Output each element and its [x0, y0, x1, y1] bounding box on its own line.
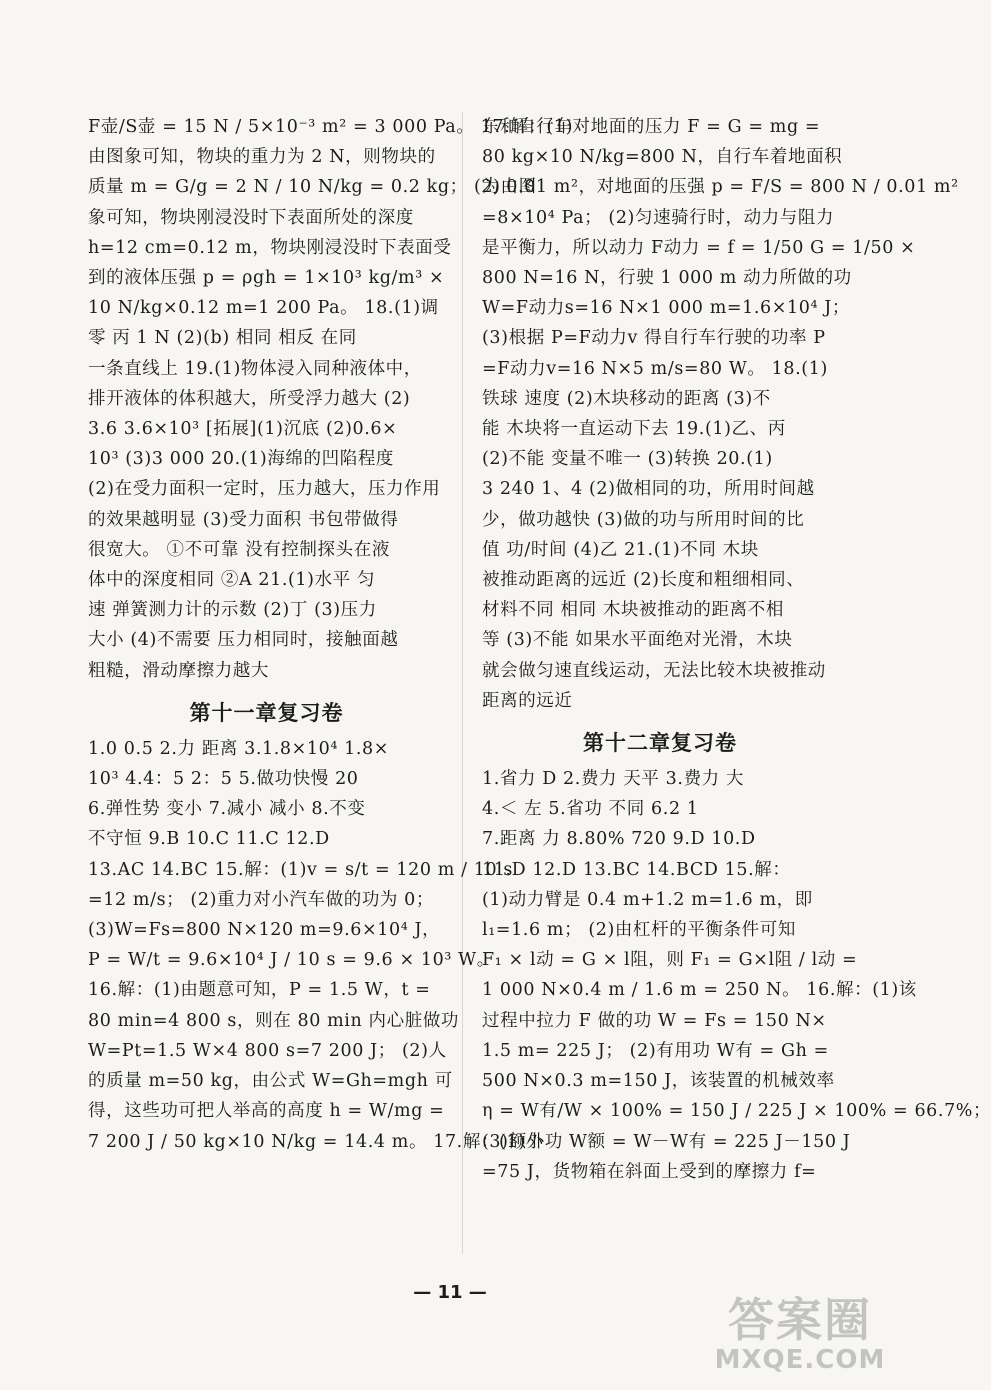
right-line-15: 值 功/时间 (4)乙 21.(1)不同 木块 — [482, 539, 759, 560]
left-answer-line-5: 13.AC 14.BC 15.解：(1)v = s/t = 120 m / 10 s — [88, 859, 513, 880]
right-answer-line-6: l₁=1.6 m； (2)由杠杆的平衡条件可知 — [482, 920, 796, 941]
right-line-5: 是平衡力，所以动力 F动力 = f = 1/50 G = 1/50 × — [482, 237, 916, 258]
right-line-1: 东和自行车对地面的压力 F = G = mg = — [482, 117, 821, 137]
left-answer-line-10: 80 min=4 800 s，则在 80 min 内心脏做功 — [88, 1010, 460, 1031]
left-line-4: 象可知，物块刚浸没时下表面所处的深度 — [88, 207, 414, 228]
right-line-4: =8×10⁴ Pa； (2)匀速骑行时，动力与阻力 — [482, 207, 835, 228]
left-line-5: h=12 cm=0.12 m，物块刚浸没时下表面受 — [88, 237, 452, 258]
right-line-14: 少，做功越快 (3)做的功与所用时间的比 — [482, 509, 805, 530]
right-line-20: 距离的远近 — [482, 690, 573, 711]
left-answer-line-14: 7 200 J / 50 kg×10 N/kg = 14.4 m。 17.解：(1)小 — [88, 1131, 544, 1152]
right-line-19: 就会做匀速直线运动，无法比较木块被推动 — [482, 660, 826, 681]
left-answer-line-8: P = W/t = 9.6×10⁴ J / 10 s = 9.6 × 10³ W。 — [88, 950, 495, 971]
left-line-9: 一条直线上 19.(1)物体浸入同种液体中， — [88, 358, 422, 379]
left-answer-line-13: 得，这些功可把人举高的高度 h = W/mg = — [88, 1101, 445, 1122]
right-line-6: 800 N=16 N，行驶 1 000 m 动力所做的功 — [482, 268, 852, 289]
chapter-11-heading: 第十一章复习卷 — [189, 700, 344, 725]
left-line-2: 由图象可知，物块的重力为 2 N，则物块的 — [88, 147, 436, 168]
left-line-17: 速 弹簧测力计的示数 (2)丁 (3)压力 — [88, 600, 377, 621]
left-answer-line-12: 的质量 m=50 kg，由公式 W=Gh=mgh 可 — [88, 1071, 453, 1092]
left-answer-line-3: 6.弹性势 变小 7.减小 减小 8.不变 — [88, 799, 366, 820]
right-answer-line-11: 500 N×0.3 m=150 J，该装置的机械效率 — [482, 1071, 835, 1092]
right-answer-line-1: 1.省力 D 2.费力 天平 3.费力 大 — [482, 769, 745, 790]
left-answer-line-2: 10³ 4.4：5 2：5 5.做功快慢 20 — [88, 769, 359, 790]
left-answer-line-11: W=Pt=1.5 W×4 800 s=7 200 J； (2)人 — [88, 1040, 447, 1061]
left-line-3: 质量 m = G/g = 2 N / 10 N/kg = 0.2 kg； (2)由图 — [88, 177, 537, 198]
left-line-7: 10 N/kg×0.12 m=1 200 Pa。 18.(1)调 — [88, 298, 439, 319]
right-line-11: 能 木块将一直运动下去 19.(1)乙、丙 — [482, 419, 786, 440]
left-line-12: 10³ (3)3 000 20.(1)海绵的凹陷程度 — [88, 449, 395, 470]
watermark-url: MXQE.COM — [714, 1345, 886, 1375]
column-divider — [462, 112, 463, 1254]
right-line-16: 被推动距离的远近 (2)长度和粗细相同、 — [482, 570, 805, 591]
left-line-1: F壶/S壶 = 15 N / 5×10⁻³ m² = 3 000 Pa。 17.解：(1) — [88, 117, 574, 137]
left-answer-line-6: =12 m/s； (2)重力对小汽车做的功为 0； — [88, 889, 435, 910]
left-answer-line-4: 不守恒 9.B 10.C 11.C 12.D — [88, 829, 330, 850]
left-line-18: 大小 (4)不需要 压力相同时，接触面越 — [88, 630, 399, 651]
right-line-8: (3)根据 P=F动力v 得自行车行驶的功率 P — [482, 328, 826, 349]
right-line-7: W=F动力s=16 N×1 000 m=1.6×10⁴ J； — [482, 298, 851, 319]
left-line-14: 的效果越明显 (3)受力面积 书包带做得 — [88, 509, 399, 530]
left-line-8: 零 丙 1 N (2)(b) 相同 相反 在同 — [88, 328, 357, 349]
right-line-10: 铁球 速度 (2)木块移动的距离 (3)不 — [482, 388, 771, 409]
right-column — [482, 112, 991, 1187]
left-line-13: (2)在受力面积一定时，压力越大，压力作用 — [88, 479, 441, 500]
right-line-13: 3 240 1、4 (2)做相同的功，所用时间越 — [482, 479, 815, 500]
left-line-6: 到的液体压强 p = ρgh = 1×10³ kg/m³ × — [88, 268, 445, 289]
left-line-11: 3.6 3.6×10³ [拓展](1)沉底 (2)0.6× — [88, 419, 398, 440]
right-answer-line-8: 1 000 N×0.4 m / 1.6 m = 250 N。 16.解：(1)该 — [482, 980, 917, 1001]
watermark-logo — [710, 1294, 890, 1374]
right-answer-line-12: η = W有/W × 100% = 150 J / 225 J × 100% = 66.7%； — [482, 1101, 991, 1122]
right-answer-line-4: 11.D 12.D 13.BC 14.BCD 15.解： — [482, 859, 791, 880]
right-answer-line-2: 4.＜ 左 5.省功 不同 6.2 1 — [482, 799, 699, 820]
left-answer-line-9: 16.解：(1)由题意可知，P = 1.5 W，t = — [88, 980, 431, 1001]
right-answer-line-14: =75 J，货物箱在斜面上受到的摩擦力 f= — [482, 1161, 817, 1182]
right-line-12: (2)不能 变量不唯一 (3)转换 20.(1) — [482, 449, 773, 470]
left-answer-line-7: (3)W=Fs=800 N×120 m=9.6×10⁴ J， — [88, 920, 441, 941]
right-answer-line-5: (1)动力臂是 0.4 m+1.2 m=1.6 m，即 — [482, 889, 813, 910]
left-line-16: 体中的深度相同 ②A 21.(1)水平 匀 — [88, 570, 376, 591]
right-line-17: 材料不同 相同 木块被推动的距离不相 — [482, 600, 784, 621]
left-line-19: 粗糙，滑动摩擦力越大 — [88, 660, 269, 681]
right-line-3: 为 0.01 m²，对地面的压强 p = F/S = 800 N / 0.01 m² — [482, 177, 959, 198]
right-line-2: 80 kg×10 N/kg=800 N，自行车着地面积 — [482, 147, 843, 168]
right-answer-line-9: 过程中拉力 F 做的功 W = Fs = 150 N× — [482, 1010, 827, 1031]
left-line-15: 很宽大。 ①不可靠 没有控制探头在液 — [88, 539, 390, 560]
right-line-18: 等 (3)不能 如果水平面绝对光滑，木块 — [482, 630, 793, 651]
right-answer-line-13: (3)额外功 W额 = W－W有 = 225 J－150 J — [482, 1131, 851, 1152]
chapter-12-heading: 第十二章复习卷 — [583, 731, 737, 756]
left-answer-line-1: 1.0 0.5 2.力 距离 3.1.8×10⁴ 1.8× — [88, 738, 390, 759]
right-line-9: =F动力v=16 N×5 m/s=80 W。 18.(1) — [482, 358, 828, 379]
page-number: — 11 — — [413, 1282, 487, 1303]
watermark-logo-text: 答案圈 — [728, 1293, 872, 1347]
left-line-10: 排开液体的体积越大，所受浮力越大 (2) — [88, 388, 411, 409]
right-answer-line-7: F₁ × l动 = G × l阻，则 F₁ = G×l阻 / l动 = — [482, 950, 858, 971]
right-answer-line-10: 1.5 m= 225 J； (2)有用功 W有 = Gh = — [482, 1040, 829, 1061]
right-answer-line-3: 7.距离 力 8.80% 720 9.D 10.D — [482, 829, 756, 850]
